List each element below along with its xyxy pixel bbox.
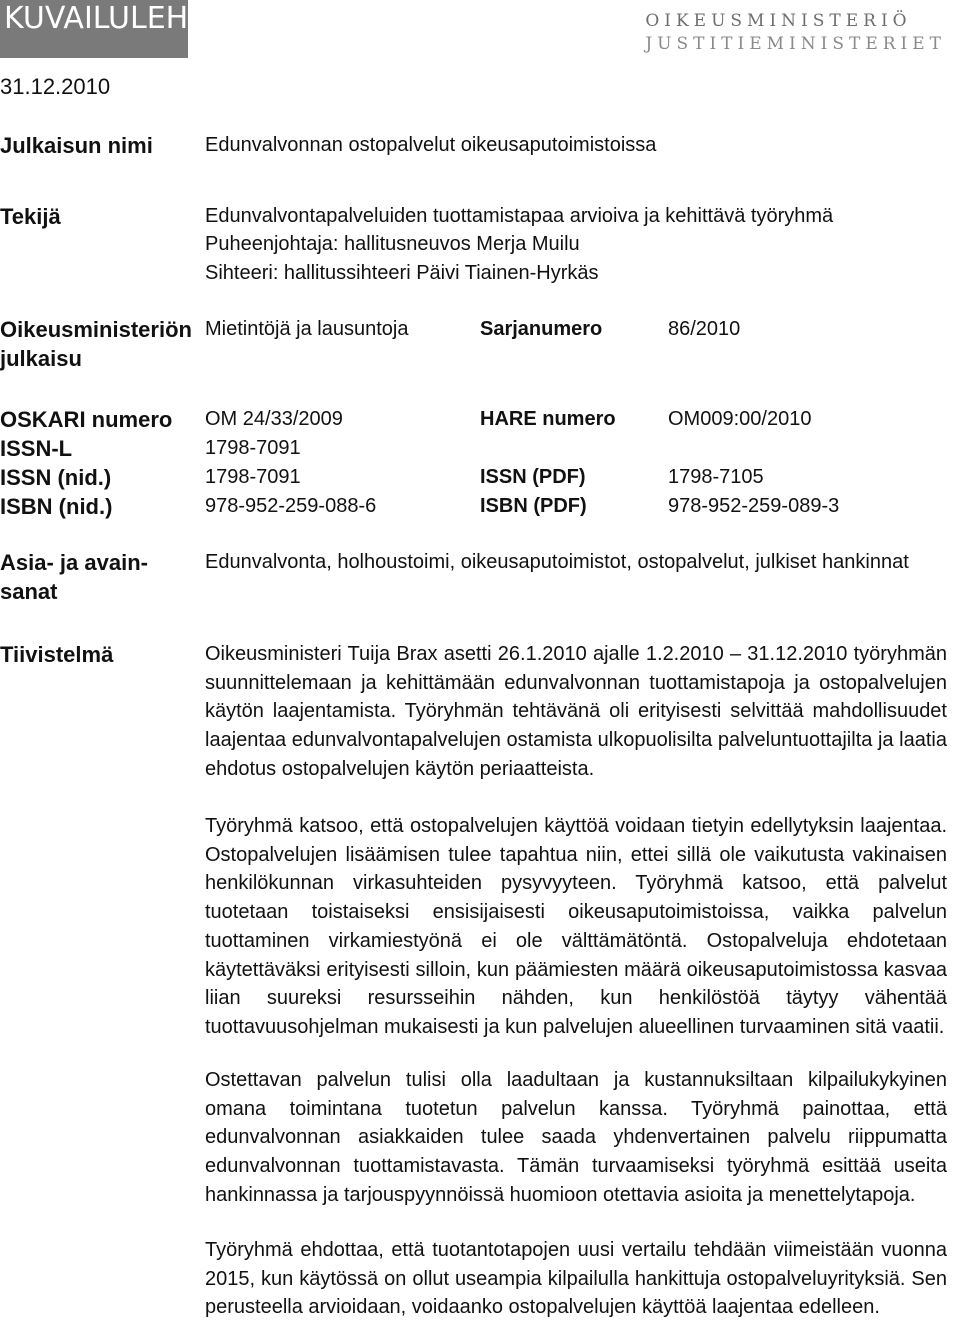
isbn-print-value: 978-952-259-088-6: [205, 495, 377, 517]
abstract-text-3: Ostettavan palvelun tulisi olla laadultaan ja kustannuksiltaan kilpailukykyinen omana toimintana tuotetun palvelun kanssa. Työryhmä painottaa, että edunvalvonnan asiakkaiden tulee saada yhdenvertainen palvelu riippumatta edunvalvonnan tuottamistavasta. Tämän turvaamiseksi työryhmä esittää useita hankinnassa ja tarjouspyynnöissä huomioon otettavia asioita ja menettelytapoja.: [205, 1069, 947, 1206]
issn-print-label: ISSN (nid.): [0, 465, 112, 490]
publication-series-value: Mietintöjä ja lausuntoja: [205, 318, 409, 340]
hare-number-label: HARE numero: [480, 408, 616, 430]
publication-series-label-cont: julkaisu: [0, 346, 82, 371]
author-line-2: Puheenjohtaja: hallitusneuvos Merja Muilu: [205, 233, 580, 255]
document-type-banner: KUVAILULEHTI: [0, 0, 188, 58]
keywords-label: Asia- ja avain-: [0, 550, 148, 575]
abstract-paragraph-1: [205, 640, 947, 784]
keywords-label-cont: sanat: [0, 579, 58, 604]
ministry-name-finnish: OIKEUSMINISTERIÖ: [645, 11, 912, 31]
issn-pdf-label: ISSN (PDF): [480, 466, 586, 488]
abstract-text-2: Työryhmä katsoo, että ostopalvelujen käyttöä voidaan tietyin edellytyksin laajentaa. Ostopalvelujen lisäämisen tulee tapahtua niin, ettei sillä ole vaikutusta vakinaisen henkilökunnan virkasuhteiden pysyvyyteen. Työryhmä katsoo, että palvelut tuotetaan toistaiseksi ensisijaisesti oikeusaputoimistoissa, vaikka palvelun tuottaminen virkamiestyönä ei ole välttämätöntä. Ostopalveluja ehdotetaan käytettäväksi erityisesti silloin, kun päämiesten määrä oikeusaputoimistossa kasvaa liian suureksi resursseihin nähden, kun henkilöstöä täytyy vähentää tuottavuusohjelman mukaisesti ja kun palvelujen alueellinen turvaaminen sitä vaatii.: [205, 815, 947, 1038]
abstract-text-1: Oikeusministeri Tuija Brax asetti 26.1.2010 ajalle 1.2.2010 – 31.12.2010 työryhmän suunnittelemaan ja kehittämään edunvalvonnan tuottamistapoja ja ostopalvelujen käytön laajentamista. Työryhmän tehtävänä oli erityisesti selvittää mahdollisuudet laajentaa edunvalvontapalvelujen ostamista ulkopuolisilta palveluntuottajilta ja laatia ehdotus ostopalvelujen käytön periaatteista.: [205, 643, 947, 780]
abstract-label: Tiivistelmä: [0, 642, 114, 667]
oskari-number-value: OM 24/33/2009: [205, 408, 343, 430]
abstract-text-4: Työryhmä ehdottaa, että tuotantotapojen uusi vertailu tehdään viimeistään vuonna 2015, kun käytössä on ollut useampia kilpailulla hankittuja ostopalveluyrityksiä. Sen perusteella arvioidaan, voidaanko ostopalvelujen käyttöä laajentaa edelleen.: [205, 1239, 947, 1319]
abstract-paragraph-4: [205, 1236, 947, 1322]
ministry-logo: [645, 10, 946, 56]
isbn-pdf-label: ISBN (PDF): [480, 495, 587, 517]
abstract-paragraph-3: [205, 1066, 947, 1210]
hare-number-value: OM009:00/2010: [668, 408, 812, 430]
author-line-1: Edunvalvontapalveluiden tuottamistapaa arvioiva ja kehittävä työryhmä: [205, 205, 834, 227]
isbn-pdf-value: 978-952-259-089-3: [668, 495, 840, 517]
publication-name-label: Julkaisun nimi: [0, 133, 153, 158]
issn-pdf-value: 1798-7105: [668, 466, 764, 488]
issn-print-value: 1798-7091: [205, 466, 301, 488]
document-date: 31.12.2010: [0, 74, 111, 99]
isbn-print-label: ISBN (nid.): [0, 494, 113, 519]
author-line-3: Sihteeri: hallitussihteeri Päivi Tiainen-Hyrkäs: [205, 262, 599, 284]
series-number-label: Sarjanumero: [480, 318, 603, 340]
author-label: Tekijä: [0, 204, 61, 229]
issn-l-value: 1798-7091: [205, 437, 301, 459]
ministry-name-swedish: JUSTITIEMINISTERIET: [645, 34, 946, 54]
publication-name-value: Edunvalvonnan ostopalvelut oikeusaputoimistoissa: [205, 134, 657, 156]
publication-series-label: Oikeusministeriön: [0, 317, 192, 342]
oskari-number-label: OSKARI numero: [0, 407, 173, 432]
abstract-paragraph-2: [205, 812, 947, 1042]
keywords-value: Edunvalvonta, holhoustoimi, oikeusaputoimistot, ostopalvelut, julkiset hankinnat: [205, 551, 909, 573]
series-number-value: 86/2010: [668, 318, 741, 340]
issn-l-label: ISSN-L: [0, 436, 73, 461]
